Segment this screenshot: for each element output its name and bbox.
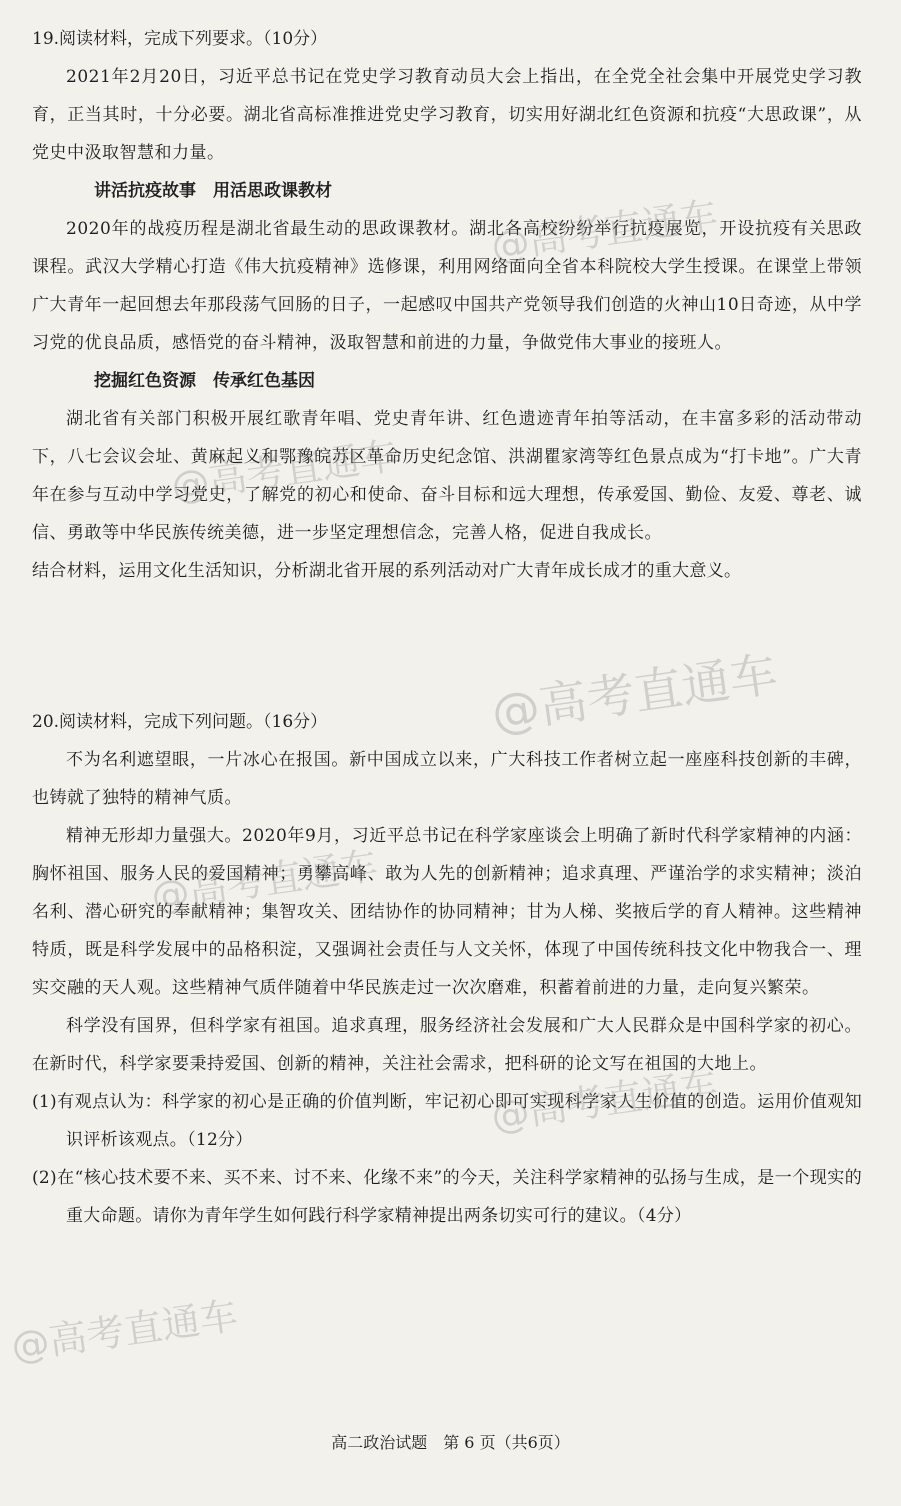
section-heading-1: 讲活抗疫故事 用活思政课教材 <box>94 181 332 201</box>
question-19-intro: 2021年2月20日，习近平总书记在党史学习教育动员大会上指出，在全党全社会集中开展党史学习教育，正当其时，十分必要。湖北省高标准推进党史学习教育，切实用好湖北红色资源和抗疫“大思政课”，从党史中汲取智慧和力量。 <box>32 67 862 163</box>
question-20-title: 20.阅读材料，完成下列问题。（16分） <box>32 712 328 732</box>
question-19 <box>32 20 862 590</box>
section-heading-2: 挖掘红色资源 传承红色基因 <box>94 371 315 391</box>
question-19-paragraph-2: 湖北省有关部门积极开展红歌青年唱、党史青年讲、红色遗迹青年拍等活动，在丰富多彩的活动带动下，八七会议会址、黄麻起义和鄂豫皖苏区革命历史纪念馆、洪湖瞿家湾等红色景点成为“打卡地”。广大青年在参与互动中学习党史，了解党的初心和使命、奋斗目标和远大理想，传承爱国、勤俭、友爱、尊老、诚信、勇敢等中华民族传统美德，进一步坚定理想信念，完善人格，促进自我成长。 <box>32 409 862 543</box>
page-footer: 高二政治试题 第 6 页（共6页） <box>331 1433 570 1452</box>
watermark: @高考直通车 <box>168 433 401 509</box>
question-20 <box>32 703 862 1235</box>
watermark: @高考直通车 <box>8 1293 241 1369</box>
watermark: @高考直通车 <box>148 843 381 919</box>
question-19-paragraph-1: 2020年的战疫历程是湖北省最生动的思政课教材。湖北各高校纷纷举行抗疫展览，开设抗疫有关思政课程。武汉大学精心打造《伟大抗疫精神》选修课，利用网络面向全省本科院校大学生授课。在课堂上带领广大青年一起回想去年那段荡气回肠的日子，一起感叹中国共产党领导我们创造的火神山10日奇迹，从中学习党的优良品质，感悟党的奋斗精神，汲取智慧和前进的力量，争做党伟大事业的接班人。 <box>32 219 862 353</box>
question-20-paragraph-3: 科学没有国界，但科学家有祖国。追求真理，服务经济社会发展和广大人民群众是中国科学家的初心。在新时代，科学家要秉持爱国、创新的精神，关注社会需求，把科研的论文写在祖国的大地上。 <box>32 1016 862 1074</box>
question-19-task: 结合材料，运用文化生活知识，分析湖北省开展的系列活动对广大青年成长成才的重大意义。 <box>32 561 742 581</box>
question-20-paragraph-2: 精神无形却力量强大。2020年9月，习近平总书记在科学家座谈会上明确了新时代科学家精神的内涵：胸怀祖国、服务人民的爱国精神；勇攀高峰、敢为人先的创新精神；追求真理、严谨治学的求实精神；淡泊名利、潜心研究的奉献精神；集智攻关、团结协作的协同精神；甘为人梯、奖掖后学的育人精神。这些精神特质，既是科学发展中的品格积淀，又强调社会责任与人文关怀，体现了中国传统科技文化中物我合一、理实交融的天人观。这些精神气质伴随着中华民族走过一次次磨难，积蓄着前进的力量，走向复兴繁荣。 <box>32 826 862 998</box>
question-20-subquestion-2: (2)在“核心技术要不来、买不来、讨不来、化缘不来”的今天，关注科学家精神的弘扬与生成，是一个现实的重大命题。请你为青年学生如何践行科学家精神提出两条切实可行的建议。（4分） <box>32 1168 862 1226</box>
watermark: @高考直通车 <box>488 193 721 269</box>
watermark: @高考直通车 <box>488 646 782 742</box>
question-19-title: 19.阅读材料，完成下列要求。（10分） <box>32 29 328 49</box>
question-20-paragraph-1: 不为名利遮望眼，一片冰心在报国。新中国成立以来，广大科技工作者树立起一座座科技创新的丰碑，也铸就了独特的精神气质。 <box>32 750 862 808</box>
watermark: @高考直通车 <box>488 1063 721 1139</box>
question-20-subquestion-1: (1)有观点认为：科学家的初心是正确的价值判断，牢记初心即可实现科学家人生价值的创造。运用价值观知识评析该观点。（12分） <box>32 1092 862 1150</box>
